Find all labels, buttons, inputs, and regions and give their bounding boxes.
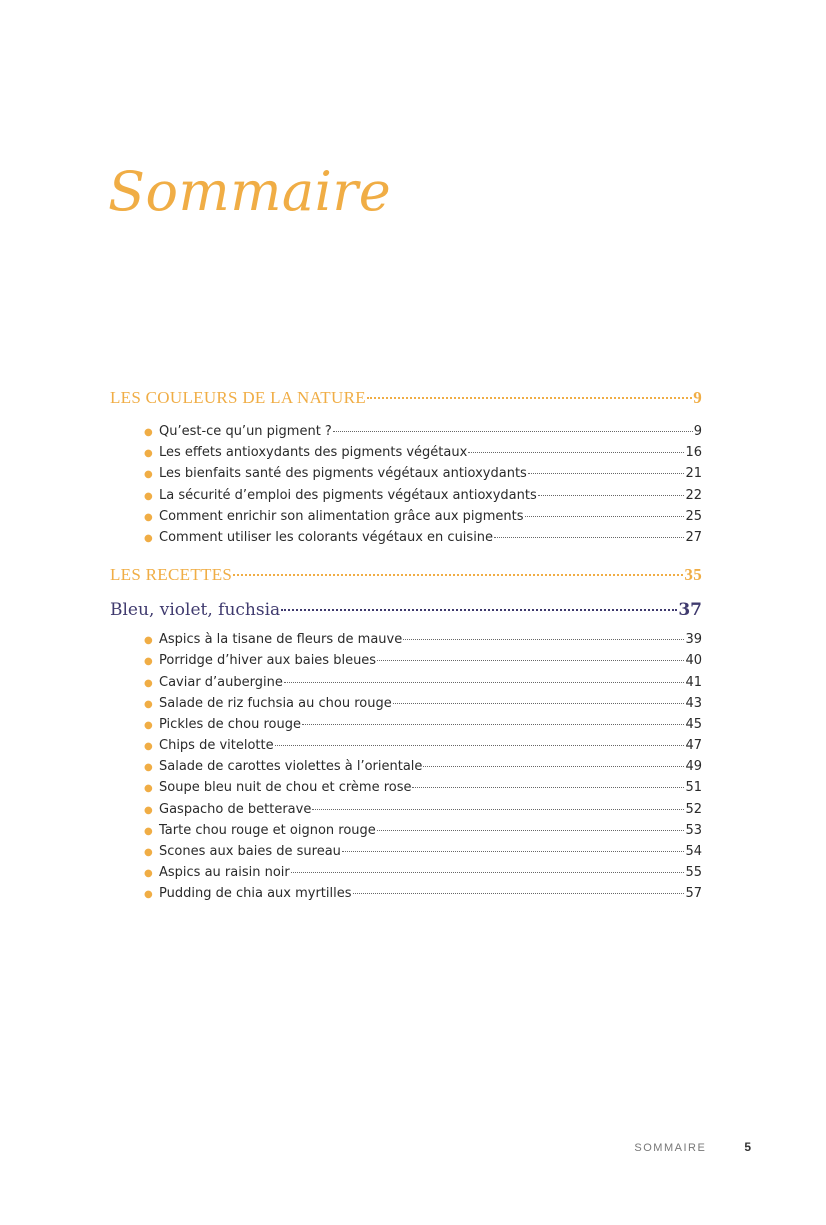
subsection-page: 37 (678, 600, 702, 621)
item-page: 54 (685, 844, 702, 859)
toc-list-couleurs (110, 421, 702, 548)
dot-leader (538, 495, 685, 496)
toc-section-recettes[interactable] (110, 565, 702, 587)
subsection-label: Bleu, violet, fuchsia (110, 600, 281, 621)
dot-leader (275, 745, 685, 746)
footer-label: SOMMAIRE (634, 1142, 707, 1154)
bullet-icon: ● (144, 490, 153, 502)
bullet-icon: ● (144, 656, 153, 668)
dot-leader (377, 830, 685, 831)
toc-item[interactable] (144, 883, 702, 904)
bullet-icon: ● (144, 825, 153, 837)
toc-item[interactable] (144, 629, 702, 650)
item-label: Comment utiliser les colorants végétaux en cuisine (159, 529, 494, 545)
bullet-icon: ● (144, 762, 153, 774)
bullet-icon: ● (144, 427, 153, 438)
toc-item[interactable] (144, 527, 702, 548)
toc-subsection-bleu[interactable] (110, 600, 702, 624)
item-page: 39 (685, 632, 702, 648)
section-label: LES COULEURS DE LA NATURE (110, 388, 366, 407)
item-page: 22 (685, 487, 702, 503)
bullet-icon: ● (144, 448, 153, 460)
dot-leader (528, 473, 685, 474)
item-page: 9 (693, 424, 702, 439)
item-page: 41 (685, 674, 702, 690)
bullet-icon: ● (144, 741, 153, 753)
page-footer (634, 1140, 751, 1154)
dot-leader (312, 809, 684, 810)
toc-item[interactable] (144, 714, 702, 735)
dot-leader (302, 724, 685, 725)
item-label: Les bienfaits santé des pigments végétaux antioxydants (159, 466, 527, 482)
item-page: 21 (685, 466, 702, 482)
dot-leader (342, 851, 685, 852)
bullet-icon: ● (144, 511, 153, 523)
bullet-icon: ● (144, 635, 153, 647)
item-label: Pudding de chia aux myrtilles (159, 886, 352, 902)
item-label: Gaspacho de betterave (159, 801, 312, 817)
dot-leader (281, 609, 677, 611)
bullet-icon: ● (144, 847, 153, 858)
dot-leader (423, 766, 684, 767)
item-label: Porridge d’hiver aux baies bleues (159, 653, 377, 669)
bullet-icon: ● (144, 868, 153, 880)
item-label: Tarte chou rouge et oignon rouge (159, 822, 376, 838)
item-page: 57 (685, 886, 702, 902)
item-page: 47 (685, 738, 702, 754)
item-label: Salade de carottes violettes à l’orientale (159, 759, 423, 775)
item-label: Comment enrichir son alimentation grâce aux pigments (159, 508, 524, 524)
toc-item[interactable] (144, 442, 702, 463)
dot-leader (377, 660, 684, 661)
item-label: Aspics à la tisane de fleurs de mauve (159, 632, 403, 648)
item-page: 40 (685, 653, 702, 669)
item-label: Qu’est-ce qu’un pigment ? (159, 424, 332, 439)
item-label: Caviar d’aubergine (159, 674, 283, 690)
dot-leader (233, 574, 683, 576)
dot-leader (412, 787, 684, 788)
bullet-icon: ● (144, 698, 153, 710)
toc-item[interactable] (144, 862, 702, 883)
toc-item[interactable] (144, 672, 702, 693)
dot-leader (468, 452, 684, 453)
dot-leader (393, 703, 685, 704)
bullet-icon: ● (144, 783, 153, 795)
toc-item[interactable] (144, 820, 702, 841)
item-page: 16 (685, 445, 702, 461)
toc-item[interactable] (144, 799, 702, 820)
dot-leader (353, 893, 685, 894)
bullet-icon: ● (144, 889, 153, 901)
dot-leader (525, 516, 685, 517)
toc-item[interactable] (144, 485, 702, 506)
toc-item[interactable] (144, 506, 702, 527)
toc-section-couleurs[interactable] (110, 388, 702, 410)
item-page: 52 (685, 801, 702, 817)
item-label: Chips de vitelotte (159, 738, 274, 754)
item-page: 25 (685, 508, 702, 524)
section-page: 9 (693, 388, 702, 407)
bullet-icon: ● (144, 469, 153, 481)
toc-item[interactable] (144, 756, 702, 777)
dot-leader (333, 431, 693, 432)
toc-item[interactable] (144, 650, 702, 671)
bullet-icon: ● (144, 804, 153, 816)
page-number: 5 (744, 1140, 751, 1154)
item-page: 43 (685, 695, 702, 711)
item-label: Scones aux baies de sureau (159, 844, 341, 859)
dot-leader (367, 397, 692, 399)
item-page: 55 (685, 865, 702, 881)
item-label: Soupe bleu nuit de chou et crème rose (159, 780, 412, 796)
item-page: 27 (685, 529, 702, 545)
item-label: Aspics au raisin noir (159, 865, 290, 881)
section-label: LES RECETTES (110, 565, 233, 585)
dot-leader (403, 639, 684, 640)
bullet-icon: ● (144, 532, 153, 544)
item-page: 53 (685, 822, 702, 838)
item-label: Les effets antioxydants des pigments végétaux (159, 445, 468, 461)
item-label: La sécurité d’emploi des pigments végétaux antioxydants (159, 487, 537, 503)
item-page: 45 (685, 716, 702, 732)
item-label: Salade de riz fuchsia au chou rouge (159, 695, 392, 711)
toc-item[interactable] (144, 463, 702, 484)
bullet-icon: ● (144, 677, 153, 689)
dot-leader (494, 537, 684, 538)
toc-item[interactable] (144, 735, 702, 756)
toc-list-bleu (110, 629, 702, 904)
item-label: Pickles de chou rouge (159, 716, 301, 732)
item-page: 49 (685, 759, 702, 775)
dot-leader (284, 682, 685, 683)
item-page: 51 (685, 780, 702, 796)
toc-item[interactable] (144, 693, 702, 714)
section-page: 35 (684, 565, 702, 585)
toc-item[interactable] (144, 841, 702, 862)
page-title: Sommaire (108, 160, 392, 223)
toc-item[interactable] (144, 421, 702, 442)
bullet-icon: ● (144, 719, 153, 731)
toc-item[interactable] (144, 777, 702, 798)
dot-leader (291, 872, 685, 873)
table-of-contents (110, 388, 702, 905)
